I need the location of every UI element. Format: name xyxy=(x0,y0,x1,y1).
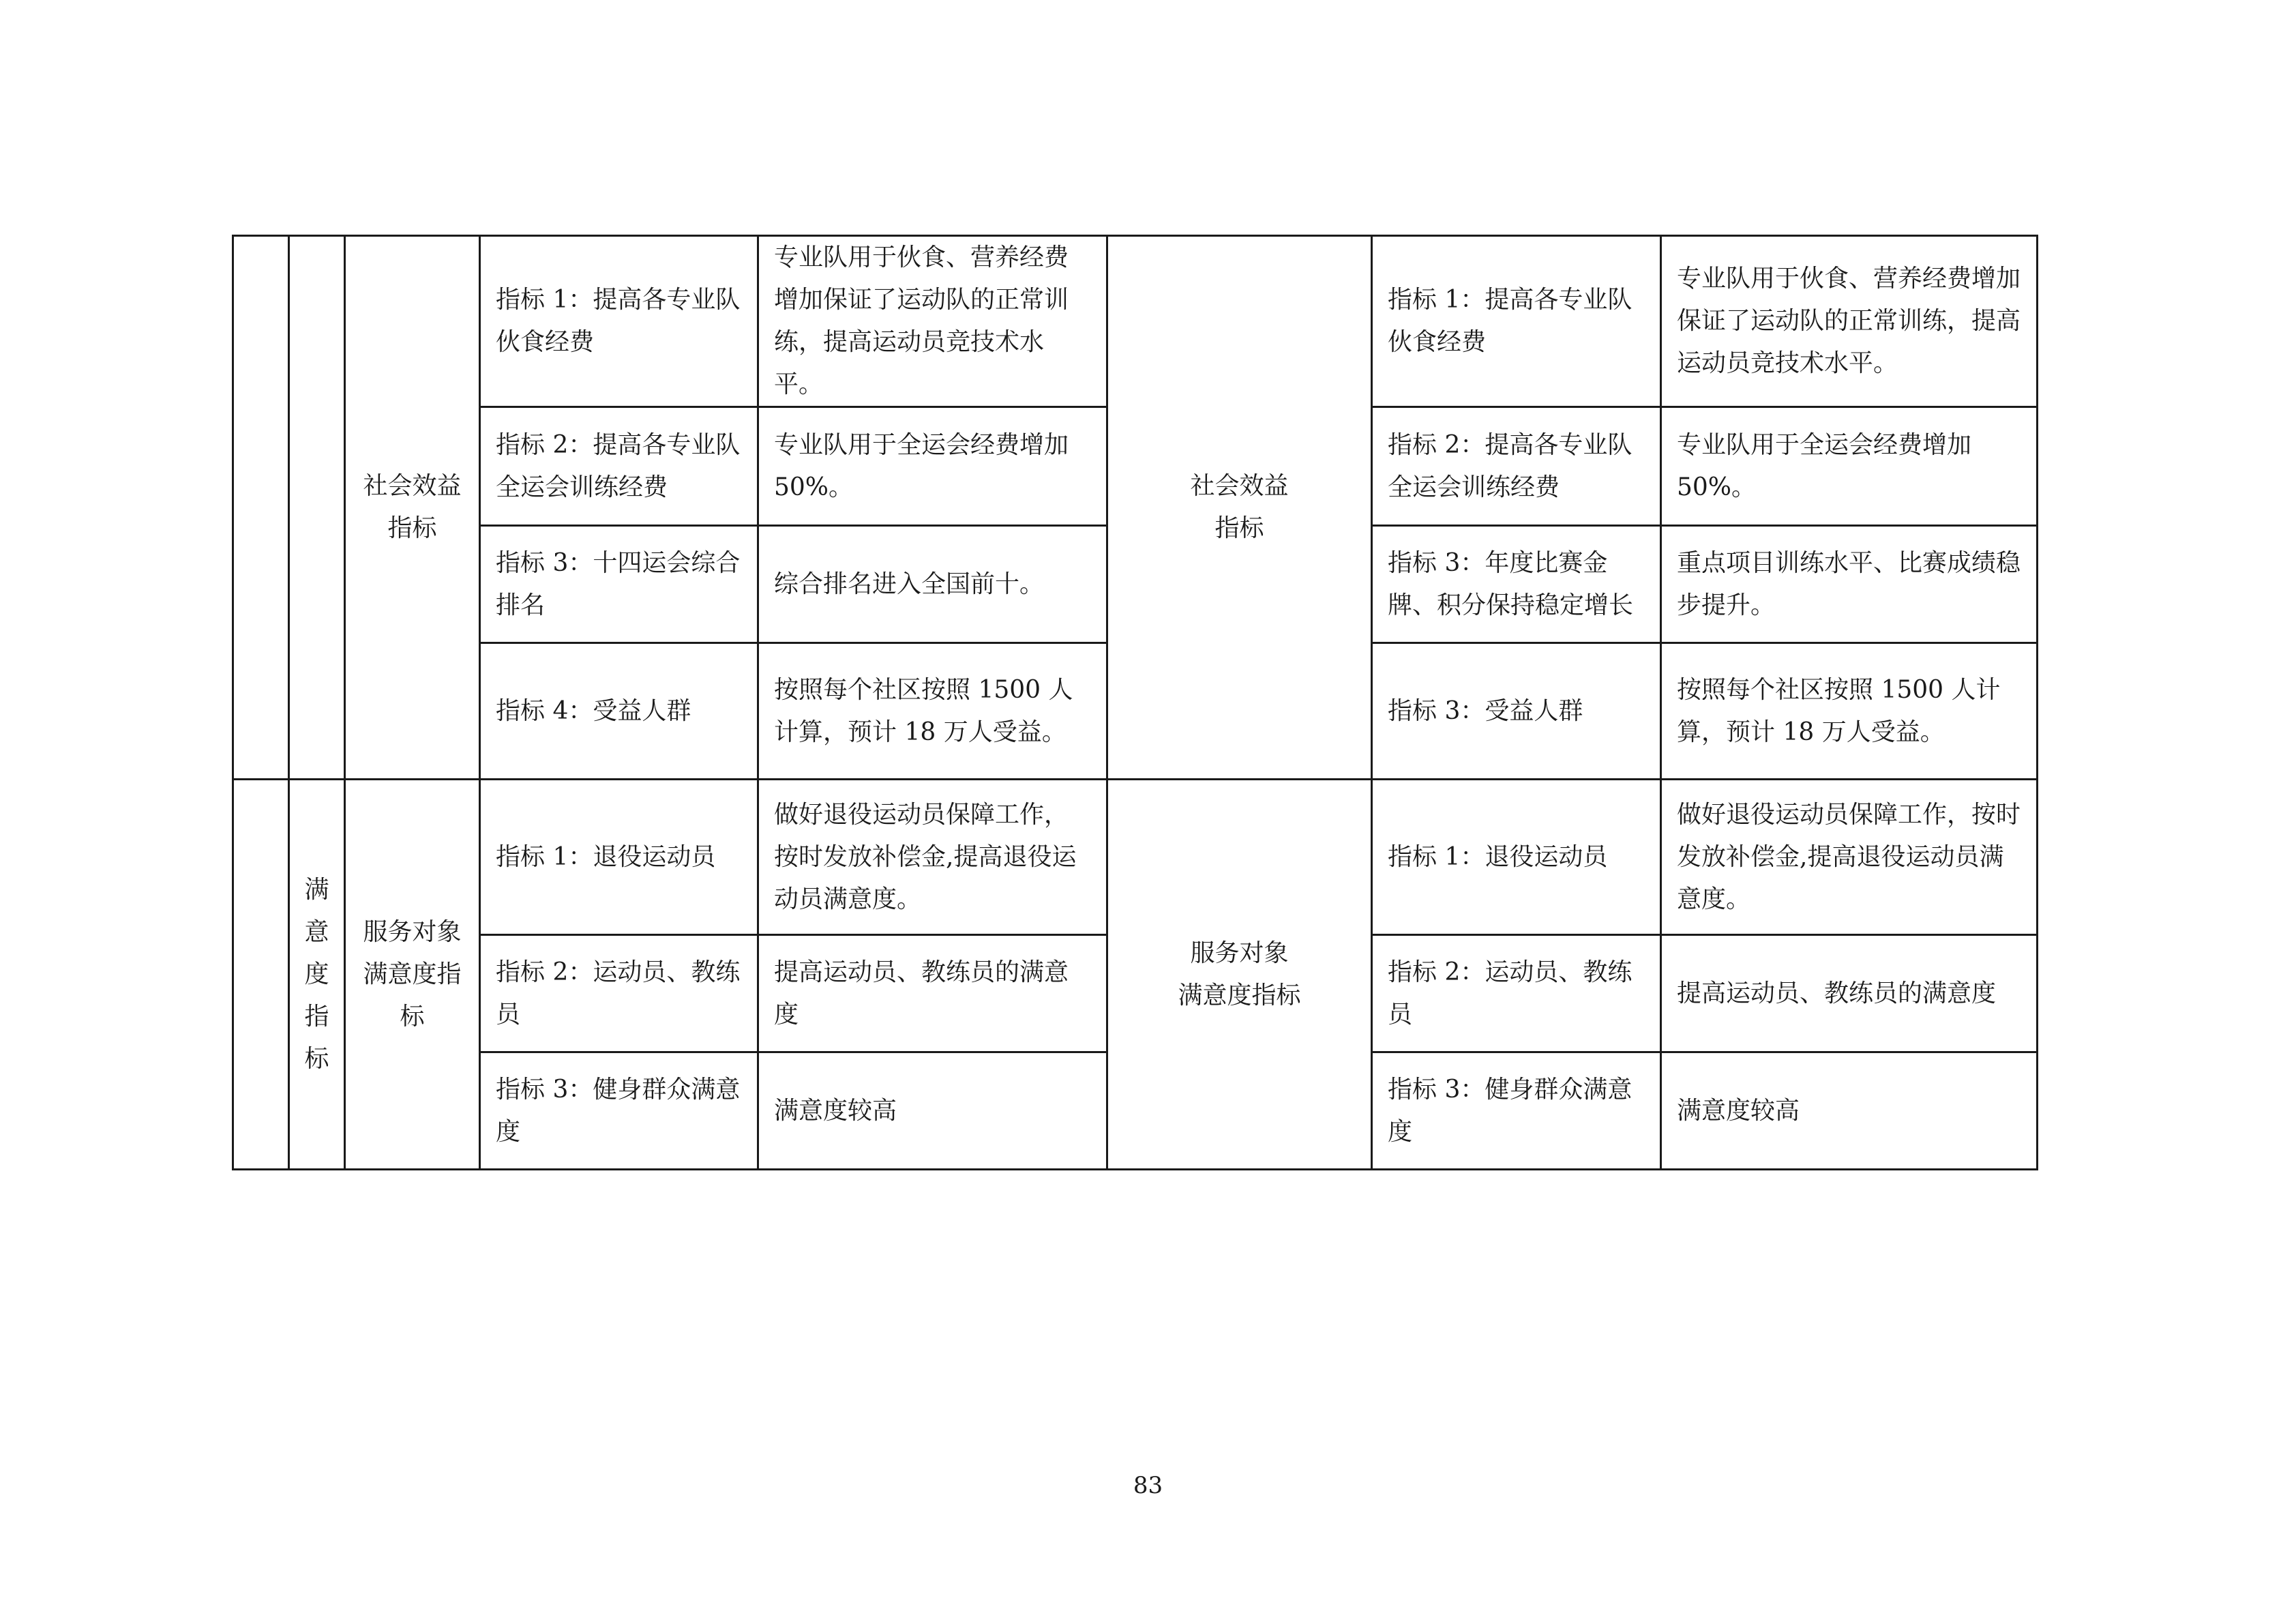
plan-value-cell: 专业队用于伙食、营养经费增加保证了运动队的正常训练，提高运动员竞技术水平。 xyxy=(758,236,1107,407)
self-eval-social-benefit-label: 社会效益 指标 xyxy=(1107,236,1372,780)
self-value-cell: 做好退役运动员保障工作，按时发放补偿金,提高退役运动员满意度。 xyxy=(1661,780,2038,935)
self-value-cell: 满意度较高 xyxy=(1661,1052,2038,1170)
self-eval-satisfaction-label: 服务对象 满意度指标 xyxy=(1107,780,1372,1170)
plan-value-cell: 做好退役运动员保障工作，按时发放补偿金,提高退役运动员满意度。 xyxy=(758,780,1107,935)
self-value-cell: 按照每个社区按照 1500 人计算，预计 18 万人受益。 xyxy=(1661,643,2038,780)
plan-indicator-cell: 指标 2：运动员、教练员 xyxy=(480,935,758,1052)
self-indicator-cell: 指标 1：退役运动员 xyxy=(1372,780,1661,935)
self-indicator-cell: 指标 1：提高各专业队伙食经费 xyxy=(1372,236,1661,407)
performance-indicator-table xyxy=(232,235,2038,1170)
self-value-cell: 提高运动员、教练员的满意度 xyxy=(1661,935,2038,1052)
plan-value-cell: 综合排名进入全国前十。 xyxy=(758,526,1107,643)
table-row xyxy=(233,780,2038,935)
self-value-cell: 专业队用于伙食、营养经费增加保证了运动队的正常训练，提高运动员竞技术水平。 xyxy=(1661,236,2038,407)
self-indicator-cell: 指标 3：健身群众满意度 xyxy=(1372,1052,1661,1170)
plan-indicator-cell: 指标 3：健身群众满意度 xyxy=(480,1052,758,1170)
table-row xyxy=(233,236,2038,407)
page-number: 83 xyxy=(1133,1472,1163,1499)
self-indicator-cell: 指标 2：提高各专业队全运会训练经费 xyxy=(1372,407,1661,526)
satisfaction-level1-label xyxy=(289,780,345,1170)
self-indicator-cell: 指标 3：年度比赛金牌、积分保持稳定增长 xyxy=(1372,526,1661,643)
plan-value-cell: 专业队用于全运会经费增加 50%。 xyxy=(758,407,1107,526)
level1-indicator-cell-empty xyxy=(233,780,289,1170)
self-value-cell: 专业队用于全运会经费增加 50%。 xyxy=(1661,407,2038,526)
plan-indicator-cell: 指标 1：退役运动员 xyxy=(480,780,758,935)
plan-value-cell: 按照每个社区按照 1500 人计算，预计 18 万人受益。 xyxy=(758,643,1107,780)
self-indicator-cell: 指标 2：运动员、教练员 xyxy=(1372,935,1661,1052)
plan-indicator-cell: 指标 3：十四运会综合排名 xyxy=(480,526,758,643)
satisfaction-level1-text: 满 意 度 指 标 xyxy=(304,875,329,1073)
level1-indicator-cell-empty xyxy=(289,236,345,780)
self-indicator-cell: 指标 3：受益人群 xyxy=(1372,643,1661,780)
social-benefit-level2-label: 社会效益 指标 xyxy=(345,236,480,780)
plan-value-cell: 提高运动员、教练员的满意度 xyxy=(758,935,1107,1052)
level1-indicator-cell-empty xyxy=(233,236,289,780)
plan-indicator-cell: 指标 2：提高各专业队全运会训练经费 xyxy=(480,407,758,526)
plan-indicator-cell: 指标 4：受益人群 xyxy=(480,643,758,780)
self-value-cell: 重点项目训练水平、比赛成绩稳步提升。 xyxy=(1661,526,2038,643)
satisfaction-level2-label: 服务对象 满意度指 标 xyxy=(345,780,480,1170)
plan-indicator-cell: 指标 1：提高各专业队伙食经费 xyxy=(480,236,758,407)
plan-value-cell: 满意度较高 xyxy=(758,1052,1107,1170)
